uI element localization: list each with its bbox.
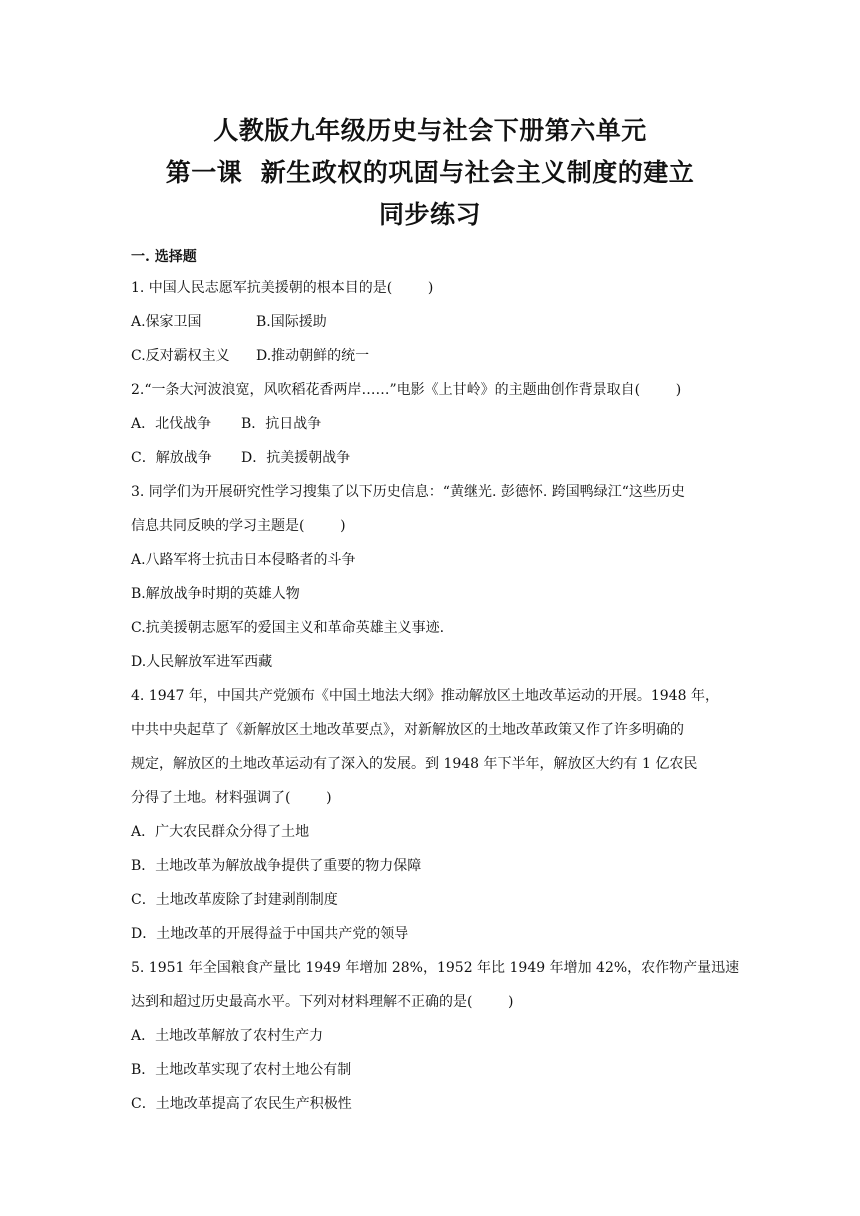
option-row — [131, 305, 731, 339]
option-row — [131, 339, 731, 373]
option-row — [131, 407, 731, 441]
option-row — [131, 441, 731, 475]
section-heading: 一. 选择题 — [131, 249, 197, 265]
option-b: B．土地改革实现了农村土地公有制 — [131, 1062, 352, 1078]
option-c: C．土地改革提高了农民生产积极性 — [131, 1096, 352, 1112]
question-stem: 中共中央起草了《新解放区土地改革要点》，对新解放区的土地改革政策又作了许多明确的 — [131, 722, 684, 738]
option-d: D．抗美援朝战争 — [241, 450, 351, 466]
option-d: D.推动朝鲜的统一 — [256, 348, 370, 364]
question-1 — [131, 271, 731, 373]
option-d: D.人民解放军进军西藏 — [131, 654, 273, 670]
question-stem: 4. 1947 年，中国共产党颁布《中国土地法大纲》推动解放区土地改革运动的开展。1948 年， — [131, 688, 719, 704]
option-c: C.抗美援朝志愿军的爱国主义和革命英雄主义事迹. — [131, 620, 445, 636]
option-c: C．土地改革废除了封建剥削制度 — [131, 892, 338, 908]
question-stem: 达到和超过历史最高水平。下列对材料理解不正确的是( ) — [131, 994, 514, 1010]
option-d: D．土地改革的开展得益于中国共产党的领导 — [131, 926, 409, 942]
question-stem: 信息共同反映的学习主题是( ) — [131, 518, 346, 534]
option-a: A.八路军将士抗击日本侵略者的斗争 — [131, 552, 356, 568]
question-4 — [131, 679, 731, 951]
option-a: A.保家卫国 — [131, 314, 202, 330]
question-stem: 分得了土地。材料强调了( ) — [131, 790, 332, 806]
question-stem: 规定，解放区的土地改革运动有了深入的发展。到 1948 年下半年，解放区大约有 1 亿农民 — [131, 756, 698, 772]
option-a: A．北伐战争 — [131, 416, 212, 432]
question-5 — [131, 951, 740, 1121]
title-line-2: 第一课 新生政权的巩固与社会主义制度的建立 — [165, 158, 695, 187]
question-stem: 3. 同学们为开展研究性学习搜集了以下历史信息：“黄继光. 彭德怀. 跨国鸭绿江“这些历史 — [131, 484, 685, 500]
question-2 — [131, 373, 731, 475]
title-line-1: 人教版九年级历史与社会下册第六单元 — [213, 116, 647, 145]
title-line-3: 同步练习 — [378, 200, 481, 229]
option-a: A．广大农民群众分得了土地 — [131, 824, 310, 840]
option-c: C．解放战争 — [131, 450, 212, 466]
document-title — [0, 110, 860, 236]
question-stem: 2.“一条大河波浪宽，风吹稻花香两岸……”电影《上甘岭》的主题曲创作背景取自( ) — [131, 382, 682, 398]
question-list — [131, 243, 740, 1121]
option-b: B．抗日战争 — [241, 416, 322, 432]
option-c: C.反对霸权主义 — [131, 348, 230, 364]
option-a: A．土地改革解放了农村生产力 — [131, 1028, 324, 1044]
option-b: B.解放战争时期的英雄人物 — [131, 586, 300, 602]
option-b: B.国际援助 — [256, 314, 327, 330]
question-stem: 1. 中国人民志愿军抗美援朝的根本目的是( ) — [131, 280, 434, 296]
option-b: B．土地改革为解放战争提供了重要的物力保障 — [131, 858, 422, 874]
question-3 — [131, 475, 731, 679]
question-stem: 5. 1951 年全国粮食产量比 1949 年增加 28%，1952 年比 1949 年增加 42%，农作物产量迅速 — [131, 960, 740, 976]
